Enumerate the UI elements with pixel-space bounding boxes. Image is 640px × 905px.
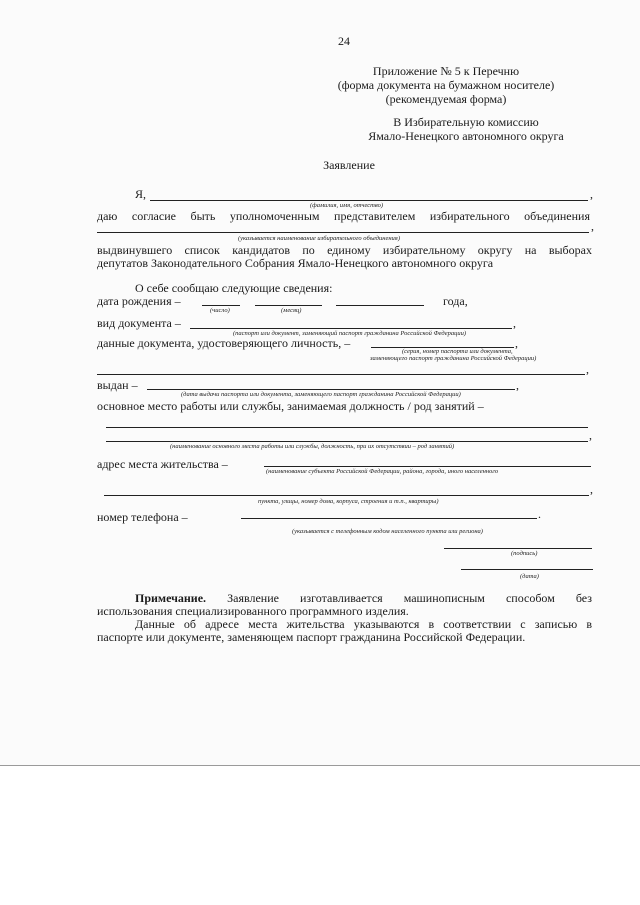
note-line-2: использования специализированного программного изделия.	[97, 604, 409, 618]
work-label: основное место работы или службы, занимаемая должность / род занятий –	[97, 399, 484, 413]
address-label: адрес места жительства –	[97, 457, 228, 471]
association-comma: ,	[591, 219, 594, 233]
date-hint: (дата)	[520, 573, 539, 580]
doc-data-hint-2: заменяющего паспорт гражданина Российской Федерации)	[370, 355, 537, 362]
birth-day-line[interactable]	[202, 305, 240, 306]
header-line-2: (форма документа на бумажном носителе)	[337, 78, 555, 92]
address-hint: (наименование субъекта Российской Федерации, района, города, иного населенного	[266, 468, 499, 475]
doc-data-hint-1: (серия, номер паспорта или документа,	[402, 348, 513, 355]
fio-hint: (фамилия, имя, отчество)	[310, 202, 384, 209]
phone-line[interactable]	[241, 518, 537, 519]
doc-type-comma: ,	[513, 316, 516, 330]
page-number: 24	[338, 34, 350, 48]
doc-data-comma: ,	[515, 336, 518, 350]
birth-year-line[interactable]	[336, 305, 424, 306]
day-hint: (число)	[210, 307, 230, 314]
address-hint-2: пункта, улицы, номер дома, корпуса, строения и т.п., квартиры)	[258, 498, 439, 505]
issued-comma: ,	[516, 378, 519, 392]
address-comma: ,	[590, 482, 593, 496]
nominated-line-1: выдвинувшего список кандидатов по единому избирательному округу на выборах	[97, 243, 592, 257]
header-line-1: Приложение № 5 к Перечню	[372, 64, 520, 78]
work-comma: ,	[589, 428, 592, 442]
note-line-3: Данные об адресе места жительства указываются в соответствии с записью в	[135, 617, 592, 631]
phone-period: .	[538, 507, 541, 521]
nominated-line-2: депутатов Законодательного Собрания Ямало-Ненецкого автономного округа	[97, 256, 494, 270]
address-line-2[interactable]	[104, 495, 589, 496]
association-hint: (указывается наименование избирательного объединения)	[238, 235, 400, 242]
work-line-1[interactable]	[106, 427, 588, 428]
document-title: Заявление	[323, 158, 375, 172]
doc-type-hint: (паспорт или документ, заменяющий паспорт гражданина Российской Федерации)	[233, 330, 467, 337]
doc-type-line[interactable]	[190, 328, 512, 329]
work-hint: (наименование основного места работы или службы, должность, при их отсутствии – род занятий)	[170, 443, 455, 450]
year-label: года,	[443, 294, 468, 308]
work-line-2[interactable]	[106, 441, 588, 442]
i-comma: ,	[590, 187, 593, 201]
month-hint: (месяц)	[281, 307, 302, 314]
phone-label: номер телефона –	[97, 510, 188, 524]
blank-area	[0, 766, 640, 905]
birth-month-line[interactable]	[255, 305, 322, 306]
i-label: Я,	[135, 187, 147, 201]
addressee-line-2: Ямало-Ненецкого автономного округа	[368, 129, 564, 143]
note-label: Примечание.	[135, 591, 207, 605]
consent-text: даю согласие быть уполномоченным представителем избирательного объединения	[97, 209, 590, 223]
phone-hint: (указывается с телефонным кодом населенного пункта или региона)	[292, 528, 483, 535]
doc-data-line-2-comma: ,	[586, 362, 589, 376]
address-line-1[interactable]	[264, 466, 591, 467]
date-line[interactable]	[461, 569, 593, 570]
signature-line[interactable]	[444, 548, 592, 549]
note-line-1	[135, 591, 592, 605]
issued-line[interactable]	[147, 389, 515, 390]
header-line-3: (рекомендуемая форма)	[385, 92, 507, 106]
fio-line[interactable]	[150, 200, 588, 201]
signature-hint: (подпись)	[511, 550, 538, 557]
association-line[interactable]	[97, 232, 589, 233]
note-line-1-text: Заявление изготавливается машинописным способом без	[227, 591, 593, 605]
doc-type-label: вид документа –	[97, 316, 181, 330]
issued-hint: (дата выдачи паспорта или документа, заменяющего паспорт гражданина Российской Федерации)	[181, 391, 461, 398]
issued-label: выдан –	[97, 378, 138, 392]
doc-data-line-2[interactable]	[97, 374, 585, 375]
info-intro: О себе сообщаю следующие сведения:	[135, 281, 333, 295]
doc-data-label: данные документа, удостоверяющего личность, –	[97, 336, 351, 350]
birth-date-label: дата рождения –	[97, 294, 181, 308]
note-line-4: паспорте или документе, заменяющем паспорт гражданина Российской Федерации.	[97, 630, 526, 644]
addressee-line-1: В Избирательную комиссию	[393, 115, 539, 129]
